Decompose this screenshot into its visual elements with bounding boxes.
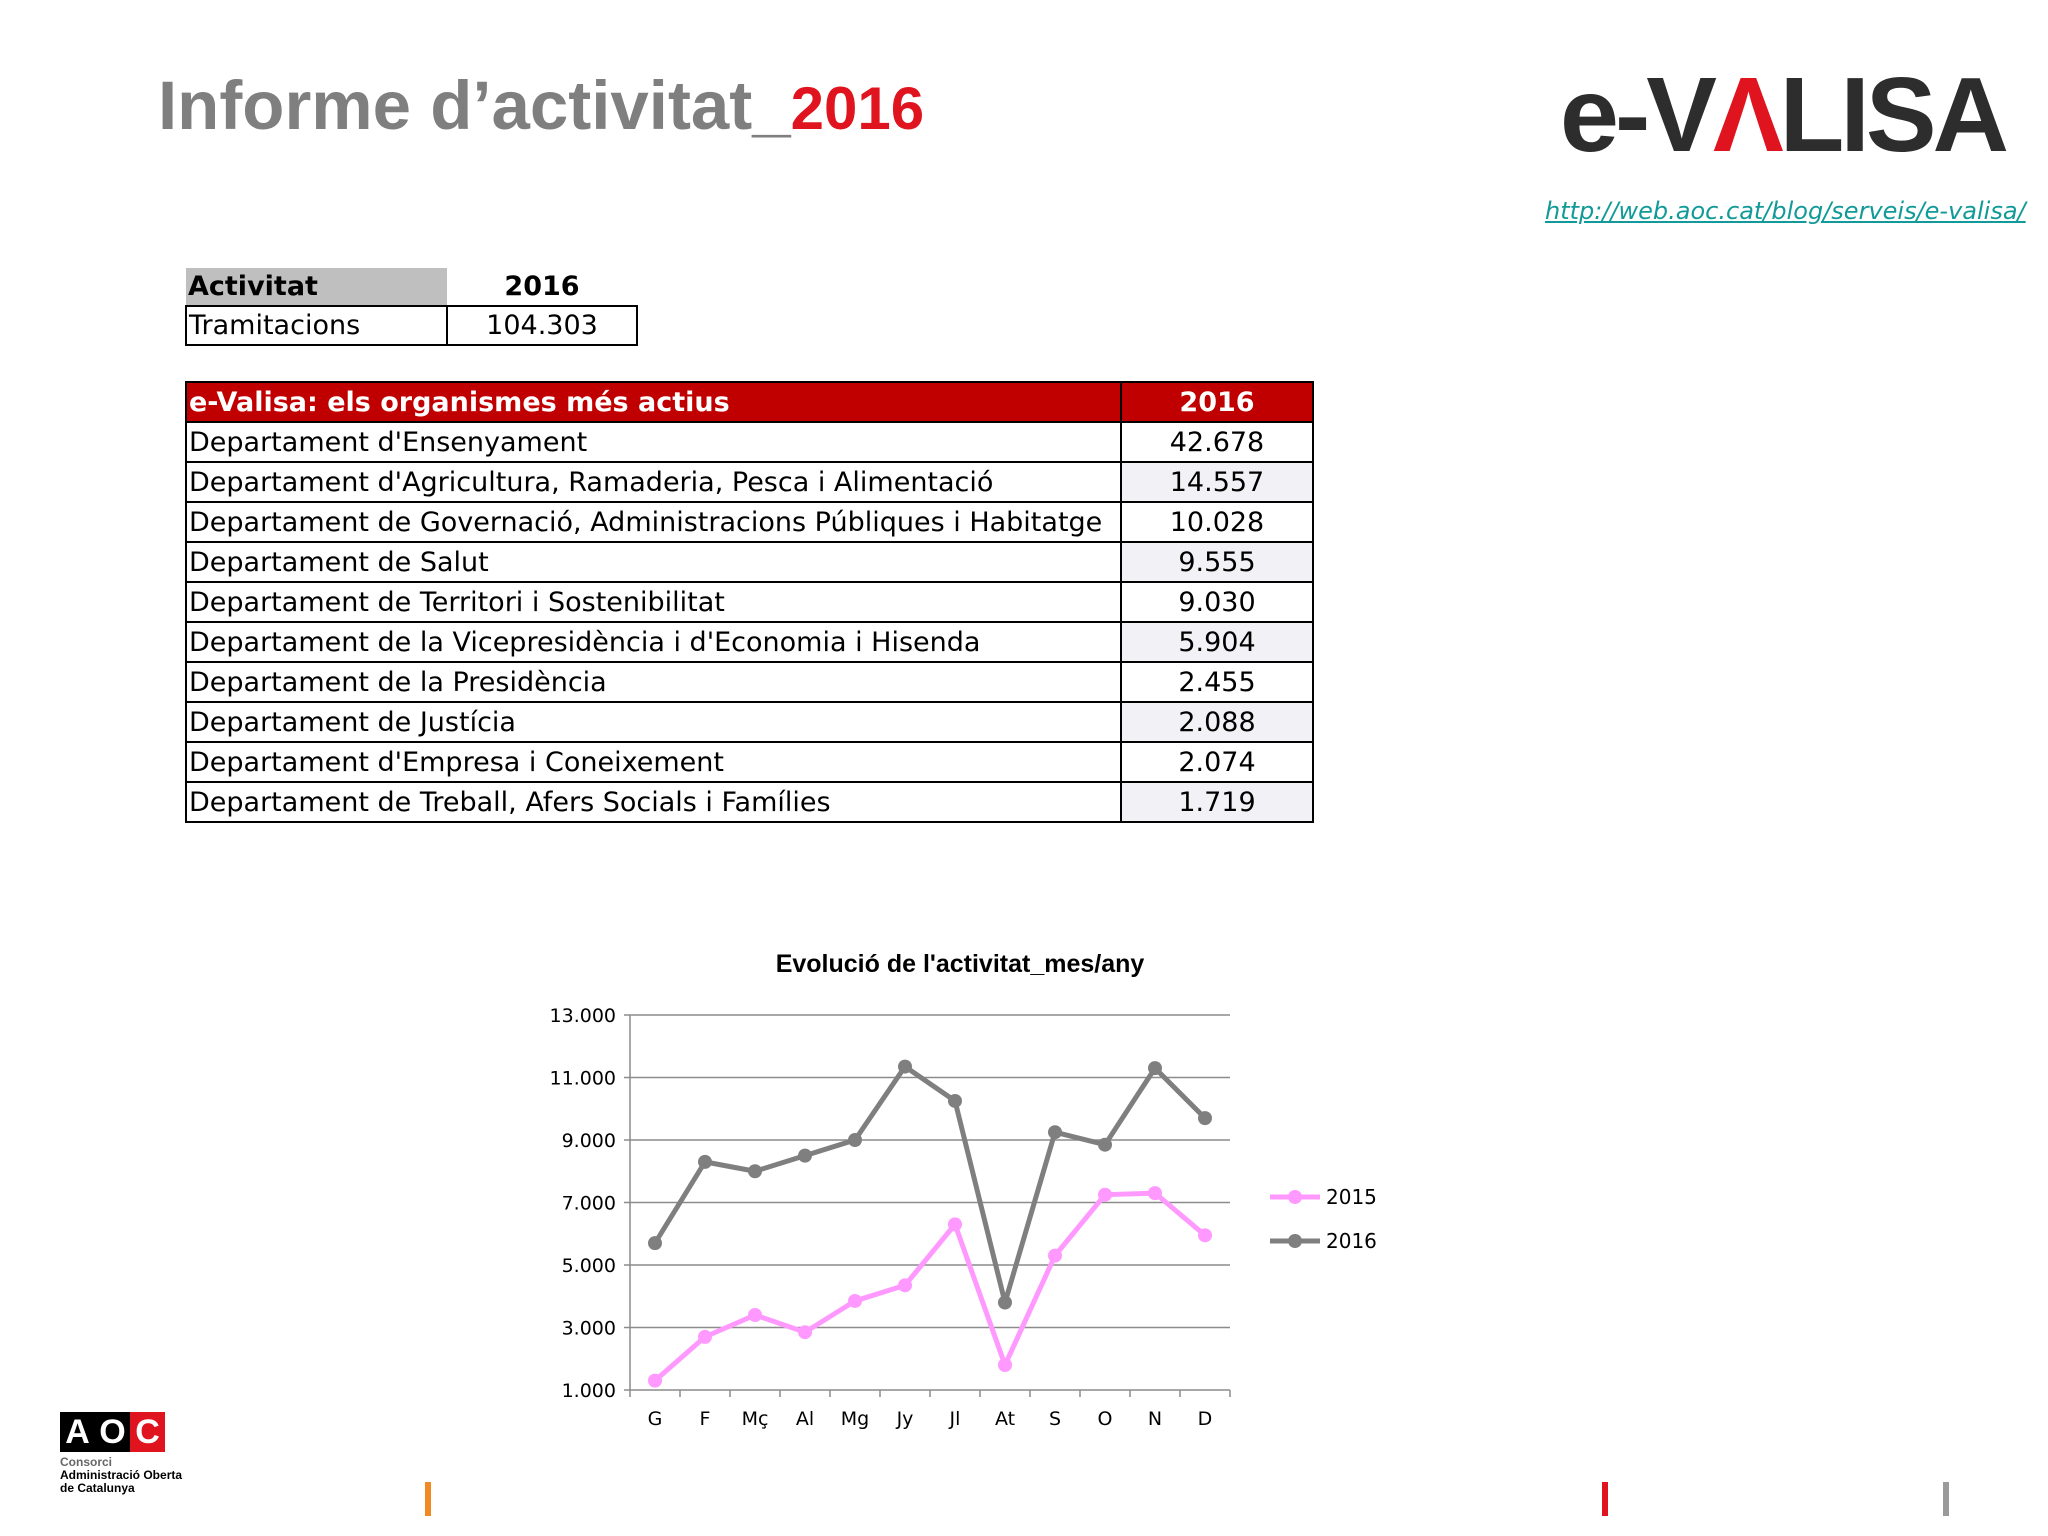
x-tick-label: Jl [949,1408,961,1430]
organism-value: 14.557 [1121,462,1313,502]
x-tick-label: O [1097,1408,1113,1430]
activity-line-chart [520,990,1400,1450]
x-tick-label: G [647,1408,663,1430]
data-point-2015 [1148,1186,1162,1200]
data-point-2016 [1048,1125,1062,1139]
organism-name: Departament d'Empresa i Coneixement [186,742,1121,782]
data-point-2016 [798,1149,812,1163]
aoc-letter-o: O [95,1412,130,1452]
data-point-2015 [948,1217,962,1231]
y-tick-label: 11.000 [549,1067,616,1090]
footer-orange-mark [425,1482,431,1516]
organism-value: 2.455 [1121,662,1313,702]
table-row [186,782,1313,822]
aoc-line3: de Catalunya [60,1481,135,1495]
data-point-2015 [698,1330,712,1344]
chart-title: Evolució de l'activitat_mes/any [775,950,1145,978]
activity-row-label: Tramitacions [186,306,447,345]
x-tick-label: S [1048,1408,1062,1430]
x-tick-label: N [1147,1408,1163,1430]
title-year: 2016 [790,75,925,142]
organism-value: 1.719 [1121,782,1313,822]
organism-name: Departament de Treball, Afers Socials i Famílies [186,782,1121,822]
table-row [186,662,1313,702]
activity-table [185,268,638,346]
legend-label-2015: 2015 [1326,1185,1377,1209]
y-tick-label: 1.000 [561,1380,616,1402]
organism-name: Departament de Governació, Administracions Públiques i Habitatge [186,502,1121,542]
aoc-line1: Consorci [60,1455,113,1469]
data-point-2016 [898,1060,912,1074]
data-point-2015 [1048,1249,1062,1263]
footer-red-mark [1602,1482,1608,1516]
e-valisa-logo [1560,56,2006,174]
x-tick-label: At [994,1408,1016,1430]
y-tick-label: 13.000 [549,1005,616,1027]
x-tick-label: Jy [896,1408,914,1430]
data-point-2015 [798,1325,812,1339]
x-tick-label: Mç [741,1408,769,1430]
y-tick-label: 5.000 [561,1255,616,1277]
y-tick-label: 9.000 [561,1130,616,1152]
organism-name: Departament d'Agricultura, Ramaderia, Pesca i Alimentació [186,462,1121,502]
series-line-2016 [655,1067,1205,1303]
activity-header-year: 2016 [504,271,580,302]
series-line-2015 [655,1193,1205,1381]
logo-lambda: Λ [1712,56,1780,174]
data-point-2016 [998,1296,1012,1310]
page-title [158,68,924,144]
organism-value: 9.030 [1121,582,1313,622]
data-point-2016 [848,1133,862,1147]
y-tick-label: 7.000 [561,1192,616,1215]
data-point-2016 [748,1164,762,1178]
activity-header-label: Activitat [186,268,447,306]
x-tick-label: D [1197,1408,1213,1430]
organism-name: Departament de la Vicepresidència i d'Economia i Hisenda [186,622,1121,662]
table-row [186,422,1313,462]
table-row [186,622,1313,662]
data-point-2015 [998,1358,1012,1372]
data-point-2016 [1148,1061,1162,1075]
organism-name: Departament de Justícia [186,702,1121,742]
data-point-2015 [648,1374,662,1388]
x-tick-label: Al [795,1408,815,1430]
table-row [186,502,1313,542]
data-point-2015 [748,1308,762,1322]
organism-name: Departament d'Ensenyament [186,422,1121,462]
organism-value: 5.904 [1121,622,1313,662]
logo-prefix: e-V [1560,56,1713,174]
organism-value: 9.555 [1121,542,1313,582]
table-row [186,702,1313,742]
x-tick-label: F [699,1408,711,1430]
legend-marker-2016 [1288,1234,1302,1248]
data-point-2016 [948,1094,962,1108]
data-point-2015 [848,1294,862,1308]
organism-name: Departament de la Presidència [186,662,1121,702]
aoc-caption [60,1456,182,1495]
organism-value: 10.028 [1121,502,1313,542]
organism-name: Departament de Salut [186,542,1121,582]
aoc-line2: Administració Oberta [60,1468,183,1482]
legend-label-2016: 2016 [1326,1229,1377,1253]
y-tick-label: 3.000 [561,1317,616,1340]
table-row [186,462,1313,502]
data-point-2016 [698,1155,712,1169]
logo-suffix: LISA [1779,56,2006,174]
organisms-header-year: 2016 [1121,382,1313,422]
data-point-2015 [898,1278,912,1292]
table-row [186,542,1313,582]
service-link[interactable]: http://web.aoc.cat/blog/serveis/e-valisa/ [1545,197,2026,225]
aoc-logo [60,1412,182,1495]
organism-name: Departament de Territori i Sostenibilitat [186,582,1121,622]
data-point-2016 [1098,1138,1112,1152]
data-point-2016 [648,1236,662,1250]
aoc-letter-a: A [60,1412,95,1452]
organisms-table [185,381,1314,823]
footer-grey-mark [1943,1482,1949,1516]
data-point-2015 [1098,1188,1112,1202]
title-text: Informe d’activitat_ [158,67,791,144]
organism-value: 2.074 [1121,742,1313,782]
aoc-letter-c: C [130,1412,165,1452]
organism-value: 42.678 [1121,422,1313,462]
legend-marker-2015 [1288,1190,1302,1204]
data-point-2016 [1198,1111,1212,1125]
table-row [186,582,1313,622]
organisms-header-label: e-Valisa: els organismes més actius [186,382,1121,422]
activity-row-value: 104.303 [447,306,637,345]
table-row [186,742,1313,782]
data-point-2015 [1198,1228,1212,1242]
x-tick-label: Mg [840,1408,870,1430]
aoc-letters [60,1412,182,1452]
organism-value: 2.088 [1121,702,1313,742]
